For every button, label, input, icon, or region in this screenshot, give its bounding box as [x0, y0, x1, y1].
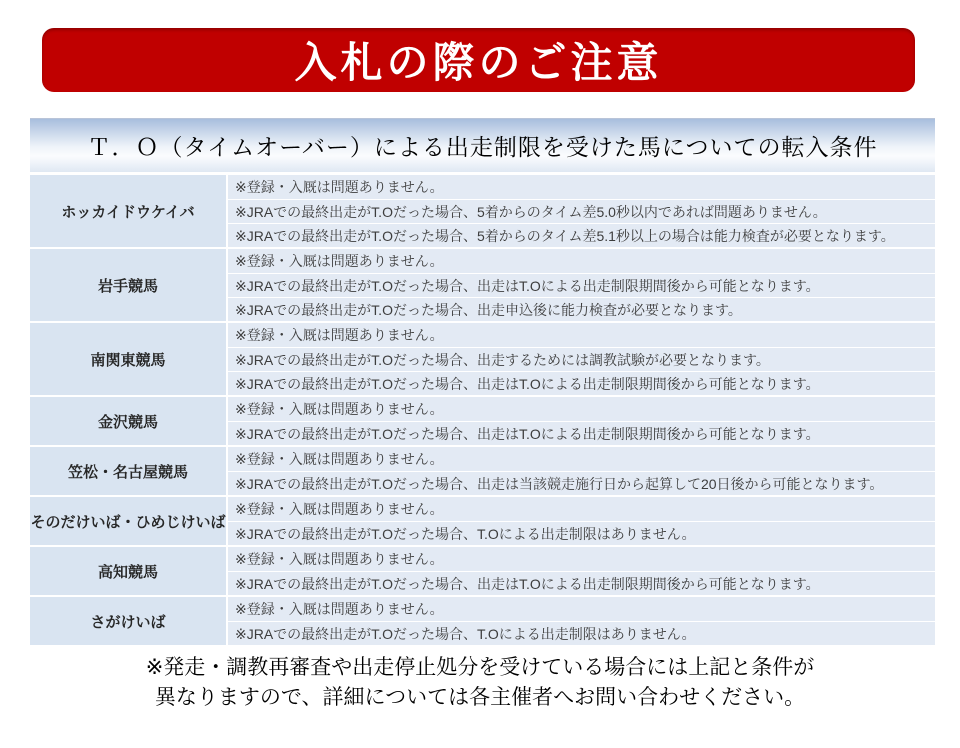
footer-note — [0, 653, 960, 714]
table-group-row — [30, 445, 935, 495]
conditions-cell — [228, 497, 935, 545]
slide — [0, 28, 960, 748]
table-group-row — [30, 545, 935, 595]
condition-row: ※JRAでの最終出走がT.Oだった場合、出走はT.Oによる出走制限期間後から可能となります。 — [228, 371, 935, 395]
condition-row: ※登録・入厩は問題ありません。 — [228, 323, 935, 347]
organizer-name-cell: そのだけいば・ひめじけいば — [30, 497, 228, 545]
conditions-cell — [228, 397, 935, 445]
condition-row: ※JRAでの最終出走がT.Oだった場合、出走はT.Oによる出走制限期間後から可能となります。 — [228, 571, 935, 595]
page-title: 入札の際のご注意 — [294, 39, 663, 86]
table-body — [30, 175, 935, 645]
organizer-name-cell: ホッカイドウケイバ — [30, 175, 228, 247]
condition-row: ※JRAでの最終出走がT.Oだった場合、5着からのタイム差5.1秒以上の場合は能力検査が必要となります。 — [228, 223, 935, 247]
table-group-row — [30, 247, 935, 321]
condition-row: ※JRAでの最終出走がT.Oだった場合、出走は当該競走施行日から起算して20日後から可能となります。 — [228, 471, 935, 495]
organizer-name-cell: 金沢競馬 — [30, 397, 228, 445]
conditions-cell — [228, 547, 935, 595]
organizer-name-cell: 岩手競馬 — [30, 249, 228, 321]
condition-row: ※登録・入厩は問題ありません。 — [228, 175, 935, 199]
organizer-name-cell: 笠松・名古屋競馬 — [30, 447, 228, 495]
condition-row: ※登録・入厩は問題ありません。 — [228, 397, 935, 421]
conditions-cell — [228, 323, 935, 395]
condition-row: ※登録・入厩は問題ありません。 — [228, 547, 935, 571]
conditions-cell — [228, 447, 935, 495]
organizer-name-cell: 南関東競馬 — [30, 323, 228, 395]
condition-row: ※JRAでの最終出走がT.Oだった場合、T.Oによる出走制限はありません。 — [228, 521, 935, 545]
condition-row: ※登録・入厩は問題ありません。 — [228, 447, 935, 471]
footer-line-2: 異なりますので、詳細については各主催者へお問い合わせください。 — [154, 686, 806, 710]
table-header: Ｔ．Ｏ（タイムオーバー）による出走制限を受けた馬についての転入条件 — [30, 119, 935, 175]
table-group-row — [30, 395, 935, 445]
condition-row: ※JRAでの最終出走がT.Oだった場合、5着からのタイム差5.0秒以内であれば問題ありません。 — [228, 199, 935, 223]
title-banner — [42, 28, 915, 92]
condition-row: ※登録・入厩は問題ありません。 — [228, 249, 935, 273]
table-group-row — [30, 175, 935, 247]
table-group-row — [30, 495, 935, 545]
organizer-name-cell: さがけいば — [30, 597, 228, 645]
condition-row: ※JRAでの最終出走がT.Oだった場合、出走はT.Oによる出走制限期間後から可能となります。 — [228, 273, 935, 297]
table-group-row — [30, 321, 935, 395]
condition-row: ※登録・入厩は問題ありません。 — [228, 497, 935, 521]
table-group-row — [30, 595, 935, 645]
condition-row: ※JRAでの最終出走がT.Oだった場合、T.Oによる出走制限はありません。 — [228, 621, 935, 645]
conditions-cell — [228, 597, 935, 645]
footer-line-1: ※発走・調教再審査や出走停止処分を受けている場合には上記と条件が — [145, 656, 815, 679]
condition-row: ※登録・入厩は問題ありません。 — [228, 597, 935, 621]
conditions-cell — [228, 249, 935, 321]
condition-row: ※JRAでの最終出走がT.Oだった場合、出走はT.Oによる出走制限期間後から可能となります。 — [228, 421, 935, 445]
conditions-table — [30, 118, 935, 645]
organizer-name-cell: 高知競馬 — [30, 547, 228, 595]
condition-row: ※JRAでの最終出走がT.Oだった場合、出走するためには調教試験が必要となります。 — [228, 347, 935, 371]
condition-row: ※JRAでの最終出走がT.Oだった場合、出走申込後に能力検査が必要となります。 — [228, 297, 935, 321]
conditions-cell — [228, 175, 935, 247]
